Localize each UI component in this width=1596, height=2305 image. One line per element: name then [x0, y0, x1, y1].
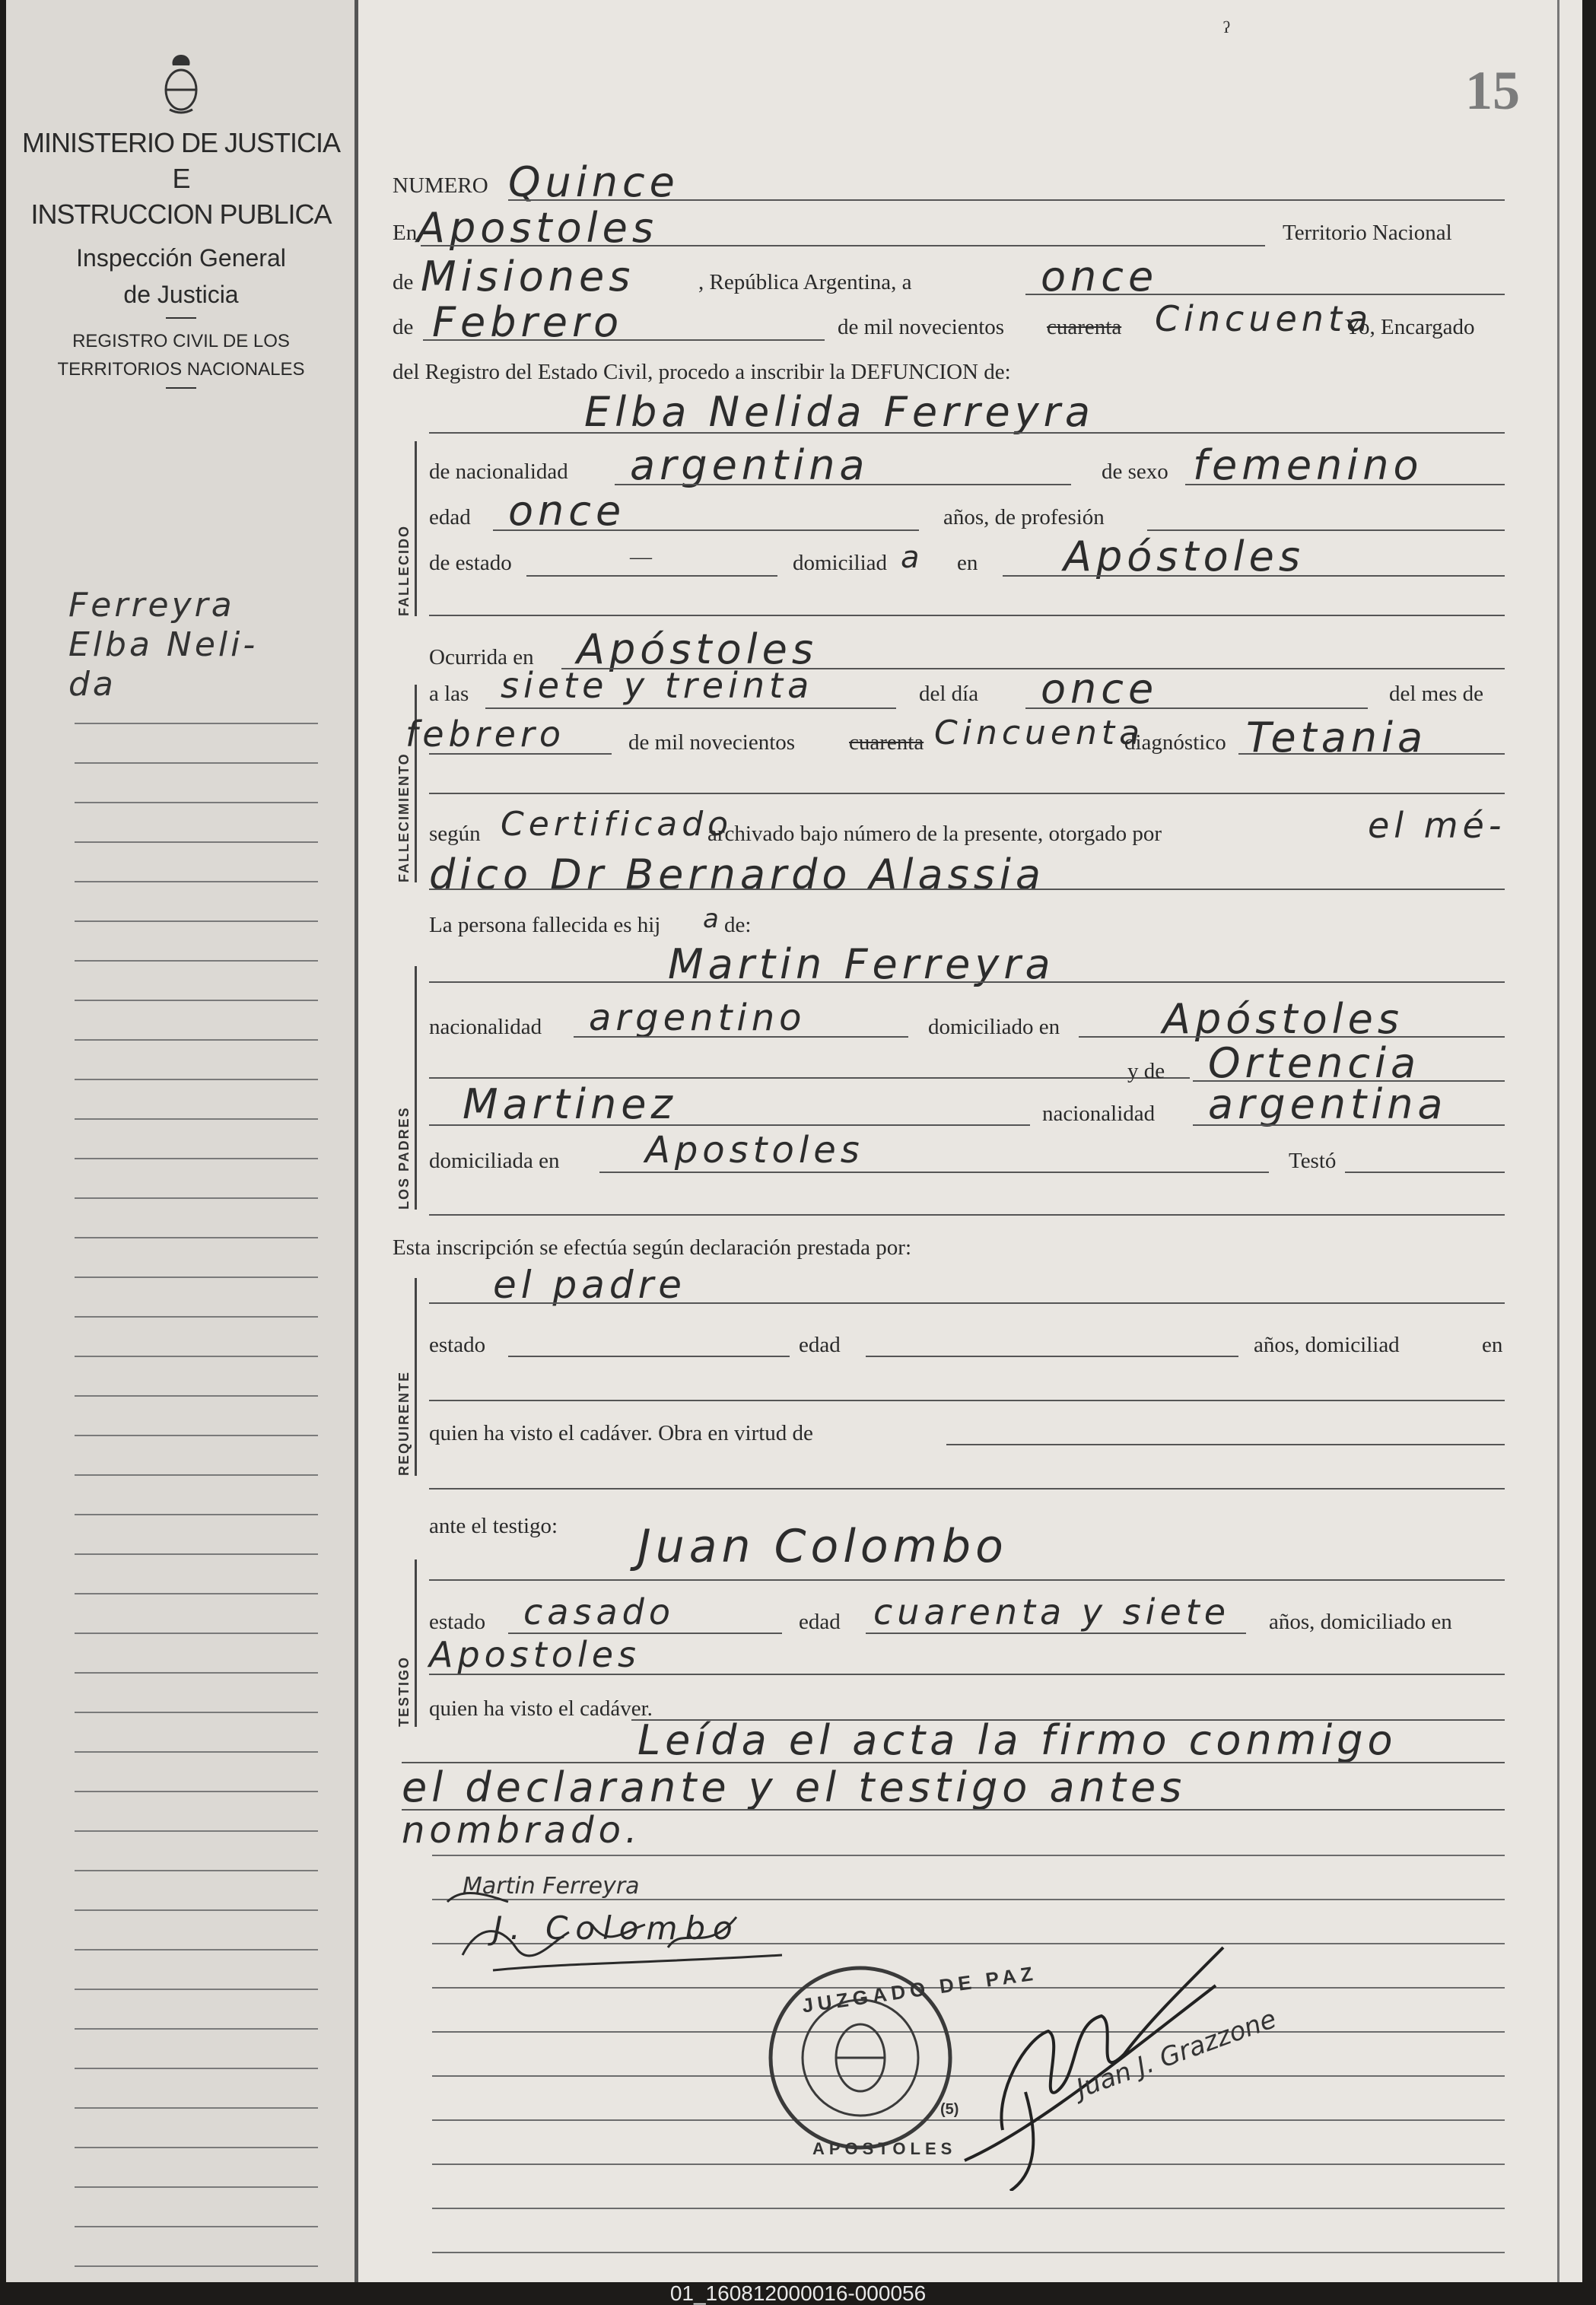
medico-line [429, 889, 1505, 890]
inspection-line-1: Inspección General [76, 244, 286, 272]
mil-label: de mil novecientos [838, 315, 1005, 339]
mes-value-2: febrero [405, 714, 565, 755]
ministry-header [21, 53, 341, 395]
padres-section-label: LOS PADRES [397, 966, 417, 1210]
hijo-de-label: de: [724, 913, 752, 937]
dia-value-2: once [1041, 665, 1159, 713]
numero-line [508, 199, 1505, 201]
requirente-cadaver-label: quien ha visto el cadáver. Obra en virtud de [429, 1421, 813, 1445]
fallecimiento-extra-line [429, 793, 1505, 794]
year-value-2: Cincuenta [934, 714, 1145, 752]
numero-label: NUMERO [393, 173, 488, 198]
territorio-label: Territorio Nacional [1283, 221, 1452, 245]
requirente-edad-line [866, 1356, 1238, 1357]
header-rule-2 [166, 387, 196, 389]
requirente-edad-label: edad [799, 1333, 841, 1357]
testo-label: Testó [1289, 1149, 1337, 1173]
header-rule [166, 317, 196, 319]
profesion-label: años, de profesión [943, 505, 1105, 529]
stamp-bottom-text: APOSTOLES [812, 2139, 957, 2158]
padre-nacionalidad-value: argentino [589, 997, 806, 1039]
hijo-suffix: a [703, 904, 723, 934]
padre-value: Martin Ferreyra [668, 940, 1055, 988]
register-page [6, 0, 1582, 2282]
testigo-line [429, 1579, 1505, 1581]
diagnostico-value: Tetania [1246, 714, 1428, 761]
encargado-label: Yo, Encargado [1345, 315, 1475, 339]
sexo-value: femenino [1193, 441, 1423, 489]
edad-line [493, 529, 919, 531]
madre-nacionalidad-value: argentina [1208, 1080, 1448, 1128]
page-number: 15 [1465, 60, 1520, 121]
deceased-name: Elba Nelida Ferreyra [584, 388, 1095, 436]
testigo-anos-label: años, domiciliado en [1269, 1610, 1452, 1634]
edad-value: once [508, 487, 626, 535]
closing-line-3: nombrado. [402, 1809, 642, 1852]
ministry-line-2: E [172, 162, 190, 194]
ministry-line-3: INSTRUCCION PUBLICA [30, 198, 332, 230]
en-value: Apostoles [417, 204, 658, 252]
segun-value: Certificado [501, 805, 733, 844]
madre-domiciliada-label: domiciliada en [429, 1149, 560, 1173]
otorgado-value: el mé- [1368, 805, 1506, 846]
requirente-en-label: en [1482, 1333, 1503, 1357]
stub-divider [354, 0, 358, 2282]
testigo-estado-value: casado [523, 1591, 675, 1633]
corner-mark: ˀ [1223, 16, 1230, 46]
signature-declarante: Martin Ferreyra [463, 1873, 640, 1900]
fallecido-section-label: FALLECIDO [397, 441, 417, 616]
madre-domicilio-value: Apostoles [645, 1129, 864, 1172]
footer-code: 01_160812000016-000056 [669, 2281, 927, 2305]
year-value: Cincuenta [1155, 298, 1373, 339]
estado-line [526, 575, 777, 577]
de-label: de [393, 270, 414, 294]
en-label: En [393, 221, 418, 245]
padre-domicilio-value: Apóstoles [1162, 995, 1404, 1043]
mil-label-2: de mil novecientos [628, 730, 796, 755]
madre-nacionalidad-line [1193, 1124, 1505, 1126]
ocurrida-label: Ocurrida en [429, 645, 534, 669]
profesion-line [1147, 529, 1505, 531]
mes-de-label: de [393, 315, 414, 339]
estado-value: — [630, 545, 652, 569]
requirente-section-label: REQUIRENTE [397, 1278, 417, 1476]
estado-label: de estado [429, 551, 512, 575]
ocurrida-value: Apóstoles [577, 625, 818, 673]
mes-line-2 [429, 753, 612, 755]
margin-note-line-3: da [68, 665, 116, 704]
requirente-estado-label: estado [429, 1333, 486, 1357]
sexo-label: de sexo [1102, 459, 1168, 484]
mes-value: Febrero [432, 298, 624, 346]
registry-line-1: REGISTRO CIVIL DE LOS [72, 330, 290, 351]
signature-encargado-flourish [919, 1902, 1345, 2191]
inscripcion-sentence: Esta inscripción se efectúa según declaración prestada por: [393, 1235, 912, 1260]
nacionalidad-label: de nacionalidad [429, 459, 568, 484]
de-value: Misiones [421, 253, 635, 300]
stamp-number: (5) [940, 2101, 959, 2118]
madre-nombre-value: Ortencia [1208, 1039, 1421, 1087]
page-edge-line [1557, 0, 1559, 2282]
inspection-line-2: de Justicia [123, 280, 239, 308]
padre-line [429, 981, 1505, 983]
segun-label: según [429, 822, 481, 846]
margin-note-line-1: Ferreyra [68, 586, 235, 625]
medico-value: dico Dr Bernardo Alassia [429, 850, 1045, 898]
domicilio-value: Apóstoles [1063, 533, 1305, 580]
padres-extra-line [429, 1214, 1505, 1216]
ministry-line-1: MINISTERIO DE JUSTICIA [21, 127, 341, 158]
testigo-estado-label: estado [429, 1610, 486, 1634]
cuarenta-struck-2: cuarenta [849, 730, 924, 755]
diagnostico-line [1238, 753, 1505, 755]
testigo-domicilio-value: Apostoles [429, 1634, 641, 1675]
requirente-anos-label: años, domiciliad [1254, 1333, 1400, 1357]
del-dia-label: del día [919, 682, 979, 706]
madre-apellido-line-2 [429, 1124, 1030, 1126]
stub-ruled-lines [75, 685, 318, 2267]
domiciliado-en-label: en [957, 551, 978, 575]
numero-value: Quince [508, 158, 679, 206]
madre-apellido-value: Martinez [463, 1080, 677, 1128]
signature-encargado: Juan J. Grazzone [1072, 2003, 1281, 2105]
hijo-label: La persona fallecida es hij [429, 913, 661, 937]
registro-sentence: del Registro del Estado Civil, procedo a inscribir la DEFUNCION de: [393, 360, 1011, 384]
hora-line [485, 707, 896, 709]
padre-domicilio-line [1079, 1036, 1505, 1038]
declarante-value: el padre [493, 1263, 686, 1307]
requirente-blank-line [429, 1400, 1505, 1401]
closing-line-1: Leída el acta la firmo conmigo [637, 1716, 1397, 1764]
requirente-extra-line [429, 1488, 1505, 1490]
testigo-value: Juan Colombo [637, 1520, 1008, 1573]
archivado-label: archivado bajo número de la presente, otorgado por [707, 822, 1162, 846]
mes-de-label-2: del mes de [1389, 682, 1484, 706]
testo-line [1345, 1172, 1505, 1173]
testigo-edad-line [866, 1633, 1246, 1634]
testigo-edad-value: cuarenta y siete [873, 1591, 1231, 1633]
signature-testigo: J. Colombo [493, 1909, 740, 1947]
testigo-section-label: TESTIGO [397, 1559, 417, 1727]
name-line [429, 432, 1505, 434]
dia-line [1025, 294, 1505, 295]
padres-blank-line [429, 1077, 1190, 1079]
mes-line [423, 339, 825, 341]
diagnostico-label: diagnóstico [1124, 730, 1226, 755]
madre-nacionalidad-label: nacionalidad [1042, 1102, 1156, 1126]
registry-line-2: TERRITORIOS NACIONALES [57, 358, 305, 380]
fallecimiento-section-label: FALLECIMIENTO [397, 685, 417, 882]
edad-label: edad [429, 505, 471, 529]
requirente-cadaver-line [946, 1444, 1505, 1445]
stamp-top-text: JUZGADO DE PAZ [800, 1961, 1039, 2017]
padre-domiciliado-label: domiciliado en [928, 1015, 1060, 1039]
requirente-estado-line [508, 1356, 790, 1357]
nacionalidad-line [615, 484, 1071, 485]
domiciliado-suffix: a [901, 540, 924, 575]
en-line [421, 245, 1265, 246]
testigo-cadaver-label: quien ha visto el cadáver. [429, 1696, 653, 1721]
dia-line-2 [1025, 707, 1368, 709]
republica-label: , República Argentina, a [698, 270, 912, 294]
fallecido-extra-line [429, 615, 1505, 616]
hora-value: siete y treinta [501, 665, 814, 706]
cuarenta-struck: cuarenta [1047, 315, 1122, 339]
domiciliado-label: domiciliad [793, 551, 888, 575]
closing-line-2: el declarante y el testigo antes [402, 1763, 1187, 1811]
a-las-label: a las [429, 682, 469, 706]
padre-nacionalidad-line [574, 1036, 908, 1038]
dia-value: once [1041, 253, 1159, 300]
ante-testigo-label: ante el testigo: [429, 1514, 558, 1538]
testigo-edad-label: edad [799, 1610, 841, 1634]
padre-nacionalidad-label: nacionalidad [429, 1015, 542, 1039]
sexo-line [1185, 484, 1505, 485]
testigo-domicilio-line [429, 1674, 1505, 1675]
madre-domicilio-line [599, 1172, 1269, 1173]
nacionalidad-value: argentina [630, 441, 870, 489]
domicilio-line [1003, 575, 1505, 577]
margin-note-line-2: Elba Neli- [68, 625, 259, 664]
argentine-coat-of-arms-icon [161, 53, 202, 116]
y-de-label: y de [1127, 1059, 1165, 1083]
declarante-line [429, 1302, 1505, 1304]
